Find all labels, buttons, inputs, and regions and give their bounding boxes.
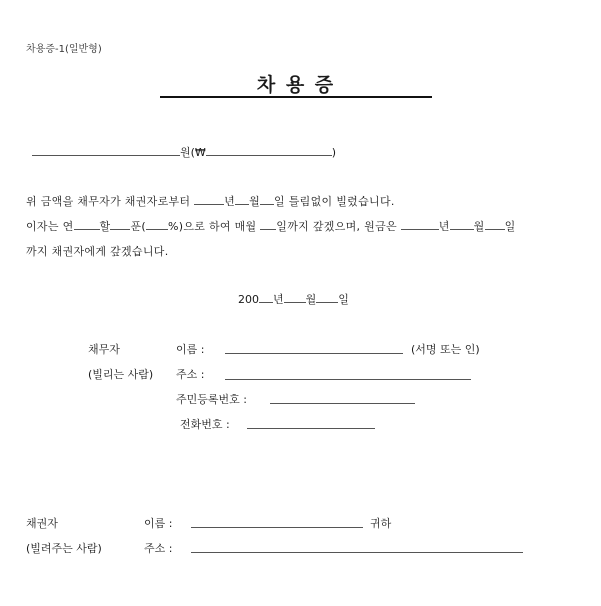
creditor-role: 채권자	[26, 517, 58, 530]
body-line-2	[26, 218, 516, 234]
monthly-day-field[interactable]	[260, 218, 276, 230]
year-label: 년	[438, 220, 450, 233]
amount-close-paren: )	[331, 146, 337, 159]
title-underline	[160, 96, 432, 98]
debtor-role-desc: (빌리는 사람)	[88, 368, 154, 381]
debtor-role: 채무자	[88, 343, 120, 356]
hal-label: 할	[99, 220, 111, 233]
amount-korean-field[interactable]	[32, 144, 180, 156]
amount-numeric-field[interactable]	[206, 144, 332, 156]
borrow-month-field[interactable]	[235, 193, 249, 205]
interest-hal-field[interactable]	[74, 218, 100, 230]
day-label: 일	[504, 220, 516, 233]
principal-month-field[interactable]	[450, 218, 474, 230]
interest-pun-field[interactable]	[110, 218, 130, 230]
year-label: 년	[224, 195, 236, 208]
year-label: 년	[273, 293, 284, 306]
body-text: 일 틀림없이 빌렸습니다.	[274, 195, 395, 208]
body-text: 이자는 연	[26, 220, 74, 233]
creditor-address-field[interactable]	[191, 552, 523, 553]
principal-year-field[interactable]	[401, 218, 439, 230]
body-text: %)으로 하여 매월	[167, 220, 261, 233]
month-label: 월	[305, 293, 317, 306]
debtor-phone-label: 전화번호 :	[180, 418, 230, 431]
document-code: 차용증-1(일반형)	[26, 44, 102, 55]
borrow-day-field[interactable]	[260, 193, 274, 205]
creditor-role-desc: (빌려주는 사람)	[26, 542, 102, 555]
debtor-id-label: 주민등록번호 :	[176, 393, 247, 406]
pun-label: 푼(	[130, 220, 146, 233]
month-label: 월	[249, 195, 261, 208]
body-line-3: 까지 채권자에게 갚겠습니다.	[26, 245, 169, 258]
date-year-field[interactable]	[259, 291, 273, 303]
interest-percent-field[interactable]	[146, 218, 168, 230]
body-text: 위 금액을 채무자가 채권자로부터	[26, 195, 195, 208]
debtor-name-field[interactable]	[225, 353, 403, 354]
document-title: 차 용 증	[256, 74, 336, 96]
debtor-id-field[interactable]	[270, 403, 415, 404]
debtor-address-label: 주소 :	[176, 368, 205, 381]
month-label: 월	[473, 220, 485, 233]
contract-date	[238, 291, 349, 307]
year-prefix: 200	[238, 293, 259, 306]
creditor-honorific: 귀하	[370, 517, 392, 530]
debtor-name-label: 이름 :	[176, 343, 205, 356]
debtor-address-field[interactable]	[225, 379, 471, 380]
body-text: 일까지 갚겠으며, 원금은	[276, 220, 401, 233]
date-day-field[interactable]	[316, 291, 338, 303]
creditor-address-label: 주소 :	[144, 542, 173, 555]
debtor-phone-field[interactable]	[247, 428, 375, 429]
date-month-field[interactable]	[284, 291, 306, 303]
amount-line	[32, 144, 336, 160]
borrow-year-field[interactable]	[194, 193, 224, 205]
debtor-sign-note: (서명 또는 인)	[411, 343, 480, 356]
body-line-1	[26, 193, 395, 209]
principal-day-field[interactable]	[485, 218, 505, 230]
amount-won-label: 원(₩	[180, 146, 206, 159]
day-label: 일	[338, 293, 349, 306]
creditor-name-label: 이름 :	[144, 517, 173, 530]
creditor-name-field[interactable]	[191, 527, 363, 528]
